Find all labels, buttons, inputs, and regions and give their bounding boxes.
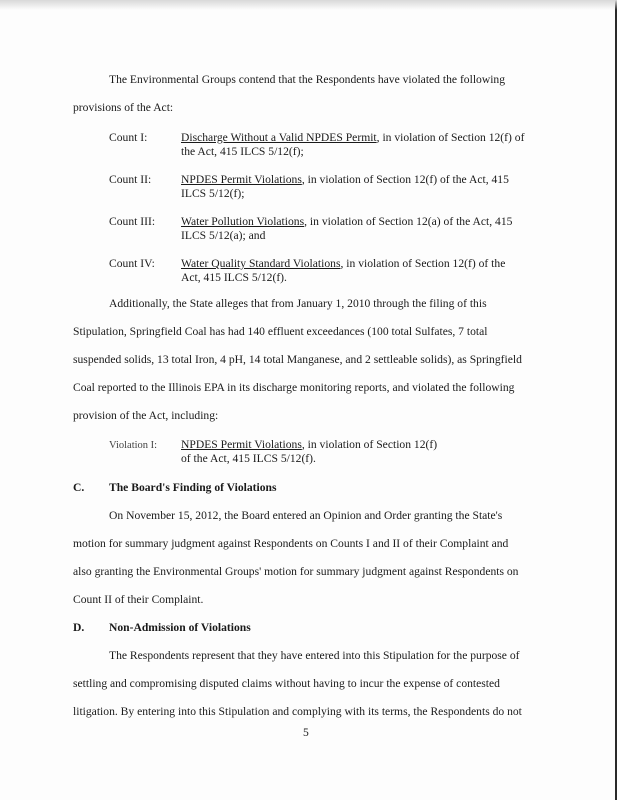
count-4-rest2: Act, 415 ILCS 5/12(f). [181,271,287,284]
section-d-line-1: The Respondents represent that they have entered into this Stipulation for the purpose of [109,649,520,662]
section-c-letter: C. [73,481,85,494]
state-line-1: Additionally, the State alleges that from January 1, 2010 through the filing of this [109,297,487,310]
violation-1-text [181,438,561,466]
section-d-heading: Non-Admission of Violations [109,621,251,634]
count-3-rest1: , in violation of Section 12(a) of the Act, 415 [304,215,513,228]
violation-1-title: NPDES Permit Violations [181,438,302,451]
section-c-line-3: also granting the Environmental Groups' motion for summary judgment against Respondents on [73,565,519,578]
violation-1-rest2: of the Act, 415 ILCS 5/12(f). [181,452,316,465]
section-d-letter: D. [73,621,85,634]
count-3-rest2: ILCS 5/12(a); and [181,229,266,242]
count-2-title: NPDES Permit Violations [181,173,302,186]
section-c-heading: The Board's Finding of Violations [109,481,277,494]
count-1-rest1: , in violation of Section 12(f) of [376,131,525,144]
count-3-label: Count III: [109,215,156,228]
page-number: 5 [303,726,309,739]
state-line-5: provision of the Act, including: [73,409,219,422]
section-c-line-1: On November 15, 2012, the Board entered an Opinion and Order granting the State's [109,509,503,522]
state-line-3: suspended solids, 13 total Iron, 4 pH, 14 total Manganese, and 2 settleable solids), as Springfield [73,353,522,366]
count-1-rest2: the Act, 415 ILCS 5/12(f); [181,145,304,158]
count-3-text [181,215,561,243]
count-2-rest2: ILCS 5/12(f); [181,187,245,200]
scan-shadow [0,0,617,10]
count-4-text [181,257,561,285]
section-c-line-2: motion for summary judgment against Respondents on Counts I and II of their Complaint and [73,537,509,550]
intro-line-2: provisions of the Act: [73,101,174,114]
count-2-rest1: , in violation of Section 12(f) of the Act, 415 [301,173,509,186]
count-4-label: Count IV: [109,257,155,270]
section-d-line-2: settling and compromising disputed claims without having to incur the expense of contested [73,677,500,690]
violation-1-rest1: , in violation of Section 12(f) [301,438,438,451]
count-2-label: Count II: [109,173,152,186]
count-1-text [181,131,561,159]
section-d-line-3: litigation. By entering into this Stipulation and complying with its terms, the Respondents do not [73,705,522,718]
state-line-2: Stipulation, Springfield Coal has had 140 effluent exceedances (100 total Sulfates, 7 total [73,325,488,338]
intro-line-1: The Environmental Groups contend that the Respondents have violated the following [109,73,506,86]
count-1-label: Count I: [109,131,148,144]
count-4-title: Water Quality Standard Violations [181,257,341,270]
count-4-rest1: , in violation of Section 12(f) of the [340,257,506,270]
count-1-title: Discharge Without a Valid NPDES Permit [181,131,377,144]
state-line-4: Coal reported to the Illinois EPA in its discharge monitoring reports, and violated the following [73,381,515,394]
section-c-line-4: Count II of their Complaint. [73,593,204,606]
violation-1-label: Violation I: [109,440,158,451]
count-2-text [181,173,561,201]
count-3-title: Water Pollution Violations [181,215,305,228]
